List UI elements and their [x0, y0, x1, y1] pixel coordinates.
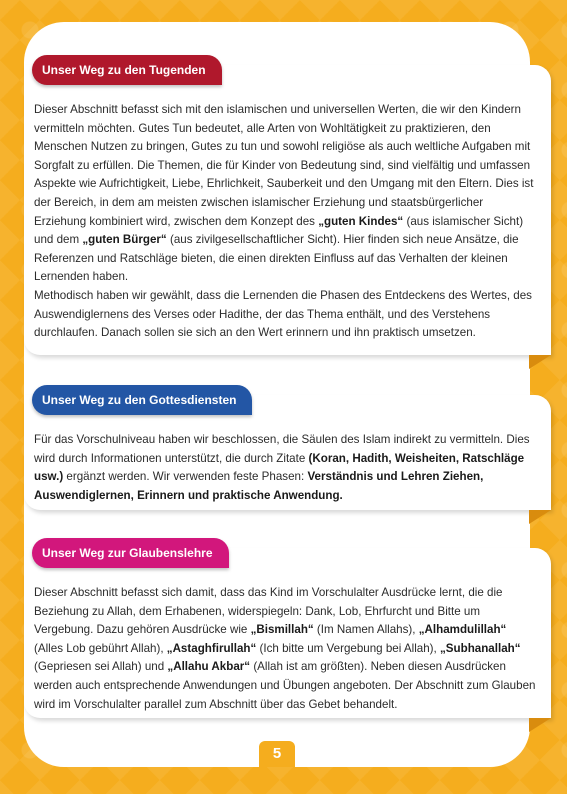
- section-text: Für das Vorschulniveau haben wir beschlossen, die Säulen des Islam indirekt zu vermitteln. Dies wird durch Informationen unterstützt, die durch Zitate (Koran, Hadith, Weisheiten, Ratschläge usw.) ergänzt werden. Wir verwenden feste Phasen: Verständnis und Lehren Ziehen, Auswendiglernen, Erinnern und praktische Anwendung.: [34, 433, 530, 502]
- section-virtues: [24, 55, 551, 355]
- corner-fold: [529, 510, 551, 524]
- section-title: Unser Weg zur Glaubenslehre: [32, 538, 229, 568]
- section-box: [24, 65, 551, 355]
- section-box: [24, 548, 551, 718]
- page-number: 5: [259, 741, 295, 767]
- section-creed: [24, 538, 551, 718]
- section-worship: [24, 385, 551, 510]
- section-title: Unser Weg zu den Tugenden: [32, 55, 222, 85]
- corner-fold: [529, 718, 551, 732]
- section-text: Dieser Abschnitt befasst sich mit den islamischen und universellen Werten, die wir den Kindern vermitteln möchten. Gutes Tun bedeutet, alle Arten von Wohltätigkeit zu praktizieren, den Menschen Nutzen zu bringen, Gutes zu tun und sowohl religiöse als auch weltliche Aufgaben mit Sorgfalt zu erfüllen. Die Themen, die für Kinder von Bedeutung sind, sind vielfältig und umfassen Aspekte wie Aufrichtigkeit, Liebe, Ehrlichkeit, Sauberkeit und den Umgang mit den Eltern. Dies ist der Bereich, in dem am meisten zwischen islamischer Erziehung und staatsbürgerlicher Erziehung kombiniert wird, zwischen dem Konzept des „guten Kindes“ (aus islamischer Sicht) und dem „guten Bürger“ (aus zivilgesellschaftlicher Sicht). Hier finden sich neue Ansätze, die Referenzen und Ratschläge bieten, die einen direkten Einfluss auf das Verhalten der kleinen Lernenden haben. Methodisch haben wir gewählt, dass die Lernenden die Phasen des Entdeckens des Wertes, des Auswendiglernens des Verses oder Hadithe, der das Thema enthält, und des Verstehens durchlaufen. Danach sollen sie sich an den Wert erinnern und ihn praktisch umsetzen.: [34, 103, 534, 340]
- section-title: Unser Weg zu den Gottesdiensten: [32, 385, 252, 415]
- section-text: Dieser Abschnitt befasst sich damit, dass das Kind im Vorschulalter Ausdrücke lernt, die die Beziehung zu Allah, dem Erhabenen, widerspiegeln: Dank, Lob, Ehrfurcht und Bitte um Vergebung. Dazu gehören Ausdrücke wie „Bismillah“ (Im Namen Allahs), „Alhamdulillah“ (Alles Lob gebührt Allah), „Astaghfirullah“ (Ich bitte um Vergebung bei Allah), „Subhanallah“ (Gepriesen sei Allah) und „Allahu Akbar“ (Allah ist am größten). Neben diesen Ausdrücken werden auch entsprechende Anwendungen und Übungen angeboten. Der Abschnitt zum Glauben wird im Vorschulalter parallel zum Abschnitt über das Gebet behandelt.: [34, 586, 536, 711]
- corner-fold: [529, 355, 551, 369]
